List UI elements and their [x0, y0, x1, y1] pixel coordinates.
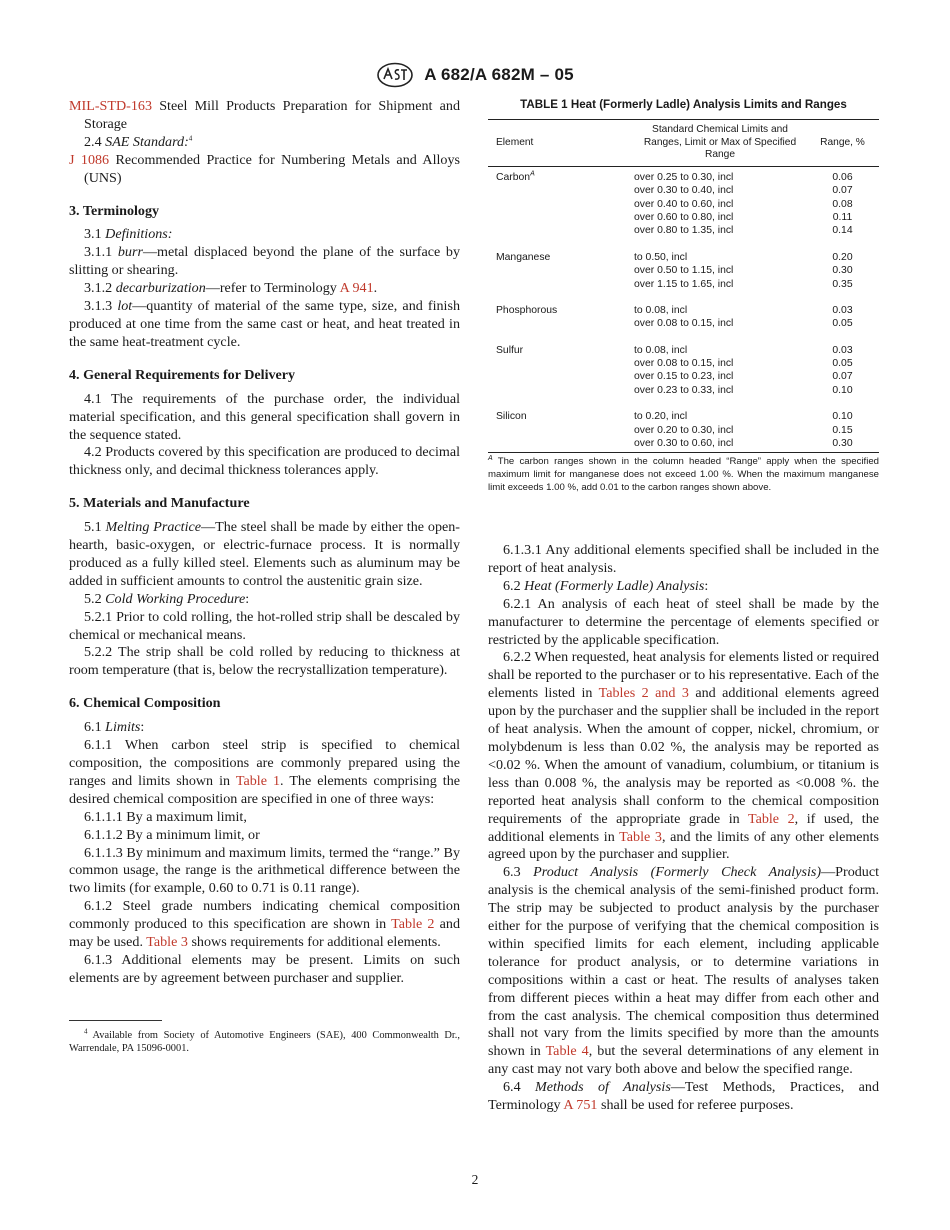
section-6-1: 6.1 Limits:	[84, 719, 145, 736]
section-4-1: 4.1 The requirements of the purchase order, the individual material specification, and this general specification shall govern in the sequence stated.	[69, 390, 460, 443]
a-751-link[interactable]: A 751	[563, 1097, 598, 1114]
table-1-title: TABLE 1 Heat (Formerly Ladle) Analysis Limits and Ranges	[520, 98, 847, 111]
section-3-heading: 3. Terminology	[69, 202, 160, 219]
table-1-body	[488, 167, 879, 454]
table-3-link-right[interactable]: Table 3	[619, 828, 662, 845]
section-6-1-1: 6.1.1 When carbon steel strip is specified to chemical composition, the compositions are commonly prepared using the ranges and limits shown in Table 1. The elements comprising the desired chemical composition are specified in one of three ways:	[69, 737, 461, 807]
section-5-2-2: 5.2.2 The strip shall be cold rolled by reducing to thickness at room temperature (that is, below the recrystallization temperature).	[69, 644, 460, 679]
tables-2-and-3-link[interactable]: Tables 2 and 3	[598, 685, 689, 702]
section-2-4: 2.4 SAE Standard:$^4$	[84, 133, 193, 150]
astm-logo-icon	[376, 62, 414, 88]
section-6-heading: 6. Chemical Composition	[69, 695, 221, 712]
section-6-2: 6.2 Heat (Formerly Ladle) Analysis:	[503, 577, 709, 594]
table-row-carbon: Carbon$^A$ over 0.25 to 0.30, incl over 0.30 to 0.40, incl over 0.40 to 0.60, incl over 0.60 to 0.80, incl over 0.80 to 1.35, incl 0.06 0.07 0.08 0.11 0.14	[496, 170, 853, 237]
section-6-2-2: 6.2.2 When requested, heat analysis for elements listed or required shall be reported to the purchaser or to his representative. Each of the elements listed in Tables 2 and 3 and additional elements agreed upon by the purchaser and the supplier shall be included in the report of heat analysis. When the amount of copper, nickel, chromium, or molybdenum is less than 0.02 %, the analysis may be reported as <0.02 %. When the amount of vanadium, columbium, or titanium is less than 0.008 %, the analysis may be reported as <0.008 %. the reported heat analysis shall conform to the chemical composition requirements of the appropriate grade in Table 2, if used, the additional elements in Table 3, and the limits of any other elements agreed upon by the purchaser and supplier.	[488, 649, 879, 863]
section-6-3: 6.3 Product Analysis (Formerly Check Analysis)—Product analysis is the chemical analysis of the semi-finished product form. The strip may be subjected to product analysis by the purchaser either for the purpose of verifying that the chemical composition is within specified limits for each element, including applicable tolerance for product analysis, or to determine variations in compositions within a cast or heat. The results of analyses taken from different pieces within a heat may differ from each other and from the cast analysis. The chemical composition thus determined shall not vary from the limits specified by more than the amounts shown in Table 4, but the several determinations of any element in any cast may not vary both above and below the specified range.	[488, 864, 879, 1078]
section-5-1: 5.1 Melting Practice—The steel shall be made by either the open-hearth, basic-oxygen, or electric-furnace process. It is normally produced as a fully killed steel. Elements such as aluminum may be added in sufficient amounts to control the austenitic grain size.	[69, 519, 460, 589]
section-6-2-1: 6.2.1 An analysis of each heat of steel shall be made by the manufacturer to determine the percentage of elements specified or restricted by the applicable specification.	[488, 595, 879, 648]
ref-mil-std-163: MIL-STD-163 Steel Mill Products Preparation for Shipment and Storage	[69, 98, 460, 132]
section-6-1-3-1: 6.1.3.1 Any additional elements specified shall be included in the report of heat analysis.	[488, 542, 879, 576]
table-row-manganese: Manganese to 0.50, incl over 0.50 to 1.15, incl over 1.15 to 1.65, incl 0.20 0.30 0.35	[496, 251, 853, 290]
section-3-1-2: 3.1.2 decarburization—refer to Terminology A 941.	[84, 280, 378, 297]
document-title: A 682/A 682M – 05	[424, 65, 574, 84]
table-2-link-right[interactable]: Table 2	[747, 810, 795, 827]
table-3-link[interactable]: Table 3	[146, 934, 188, 951]
section-3-1-3: 3.1.3 lot—quantity of material of the same type, size, and finish produced at one time from the same cast or heat, and heat treated in the same heat-treatment cycle.	[69, 298, 461, 350]
table-4-link[interactable]: Table 4	[545, 1043, 589, 1060]
section-6-1-1-1: 6.1.1.1 By a maximum limit,	[84, 808, 247, 825]
col-header-element: Element	[496, 136, 534, 148]
table-1-header	[488, 119, 879, 167]
section-4-heading: 4. General Requirements for Delivery	[69, 366, 296, 383]
section-5-2: 5.2 Cold Working Procedure:	[84, 590, 250, 607]
section-6-1-1-3: 6.1.1.3 By minimum and maximum limits, termed the “range.” By common usage, the range is the arithmetical difference between the two limits (for example, 0.60 to 0.71 is 0.11 range).	[69, 844, 460, 897]
a-941-link[interactable]: A 941	[339, 280, 374, 297]
footnote-4: $^4$ Available from Society of Automotive Engineers (SAE), 400 Commonwealth Dr., Warrendale, PA 15096-0001.	[69, 1027, 460, 1054]
section-6-1-3: 6.1.3 Additional elements may be present. Limits on such elements are by agreement between purchaser and supplier.	[69, 951, 460, 986]
table-row-silicon: Silicon to 0.20, incl over 0.20 to 0.30, incl over 0.30 to 0.60, incl 0.10 0.15 0.30	[496, 411, 853, 450]
page-header	[0, 62, 950, 88]
table-row-phosphorous: Phosphorous to 0.08, incl over 0.08 to 0.15, incl 0.03 0.05	[496, 304, 853, 330]
section-3-1: 3.1 Definitions:	[84, 226, 173, 243]
section-6-1-2: 6.1.2 Steel grade numbers indicating chemical composition commonly produced to this specification are shown in Table 2 and may be used. Table 3 shows requirements for additional elements.	[69, 898, 461, 951]
table-1-footnote: $^A$ The carbon ranges shown in the column headed “Range” apply when the specified maximum limit for manganese does not exceed 1.00 %. When the maximum manganese limit exceeds 1.00 %, add 0.01 to the carbon ranges shown above.	[488, 455, 879, 494]
mil-std-163-link[interactable]: MIL-STD-163	[69, 98, 152, 114]
table-1	[488, 98, 879, 504]
section-6-4: 6.4 Methods of Analysis—Test Methods, Practices, and Terminology A 751 shall be used for referee purposes.	[488, 1079, 879, 1114]
section-5-2-1: 5.2.1 Prior to cold rolling, the hot-rolled strip shall be descaled by chemical or mechanical means.	[69, 608, 460, 643]
table-2-link[interactable]: Table 2	[391, 916, 435, 933]
left-column	[69, 98, 460, 1055]
table-1-link[interactable]: Table 1	[235, 772, 281, 789]
footnote-divider	[69, 1020, 162, 1021]
section-4-2: 4.2 Products covered by this specification are produced to decimal thickness only, and decimal thickness tolerances apply.	[69, 444, 460, 479]
section-3-1-1: 3.1.1 burr—metal displaced beyond the plane of the surface by slitting or shearing.	[69, 244, 460, 279]
right-column	[488, 542, 879, 1115]
col-header-range: Range, %	[820, 136, 865, 148]
col-header-limits: Standard Chemical Limits and Ranges, Limit or Max of Specified Range	[643, 124, 797, 161]
j-1086-link[interactable]: J 1086	[69, 151, 110, 168]
section-6-1-1-2: 6.1.1.2 By a minimum limit, or	[84, 826, 260, 843]
ref-j-1086: J 1086 Recommended Practice for Numbering Metals and Alloys (UNS)	[69, 151, 461, 186]
table-row-sulfur: Sulfur to 0.08, incl over 0.08 to 0.15, incl over 0.15 to 0.23, incl over 0.23 to 0.33, incl 0.03 0.05 0.07 0.10	[496, 344, 853, 396]
section-5-heading: 5. Materials and Manufacture	[69, 495, 250, 512]
page-number: 2	[471, 1172, 479, 1187]
